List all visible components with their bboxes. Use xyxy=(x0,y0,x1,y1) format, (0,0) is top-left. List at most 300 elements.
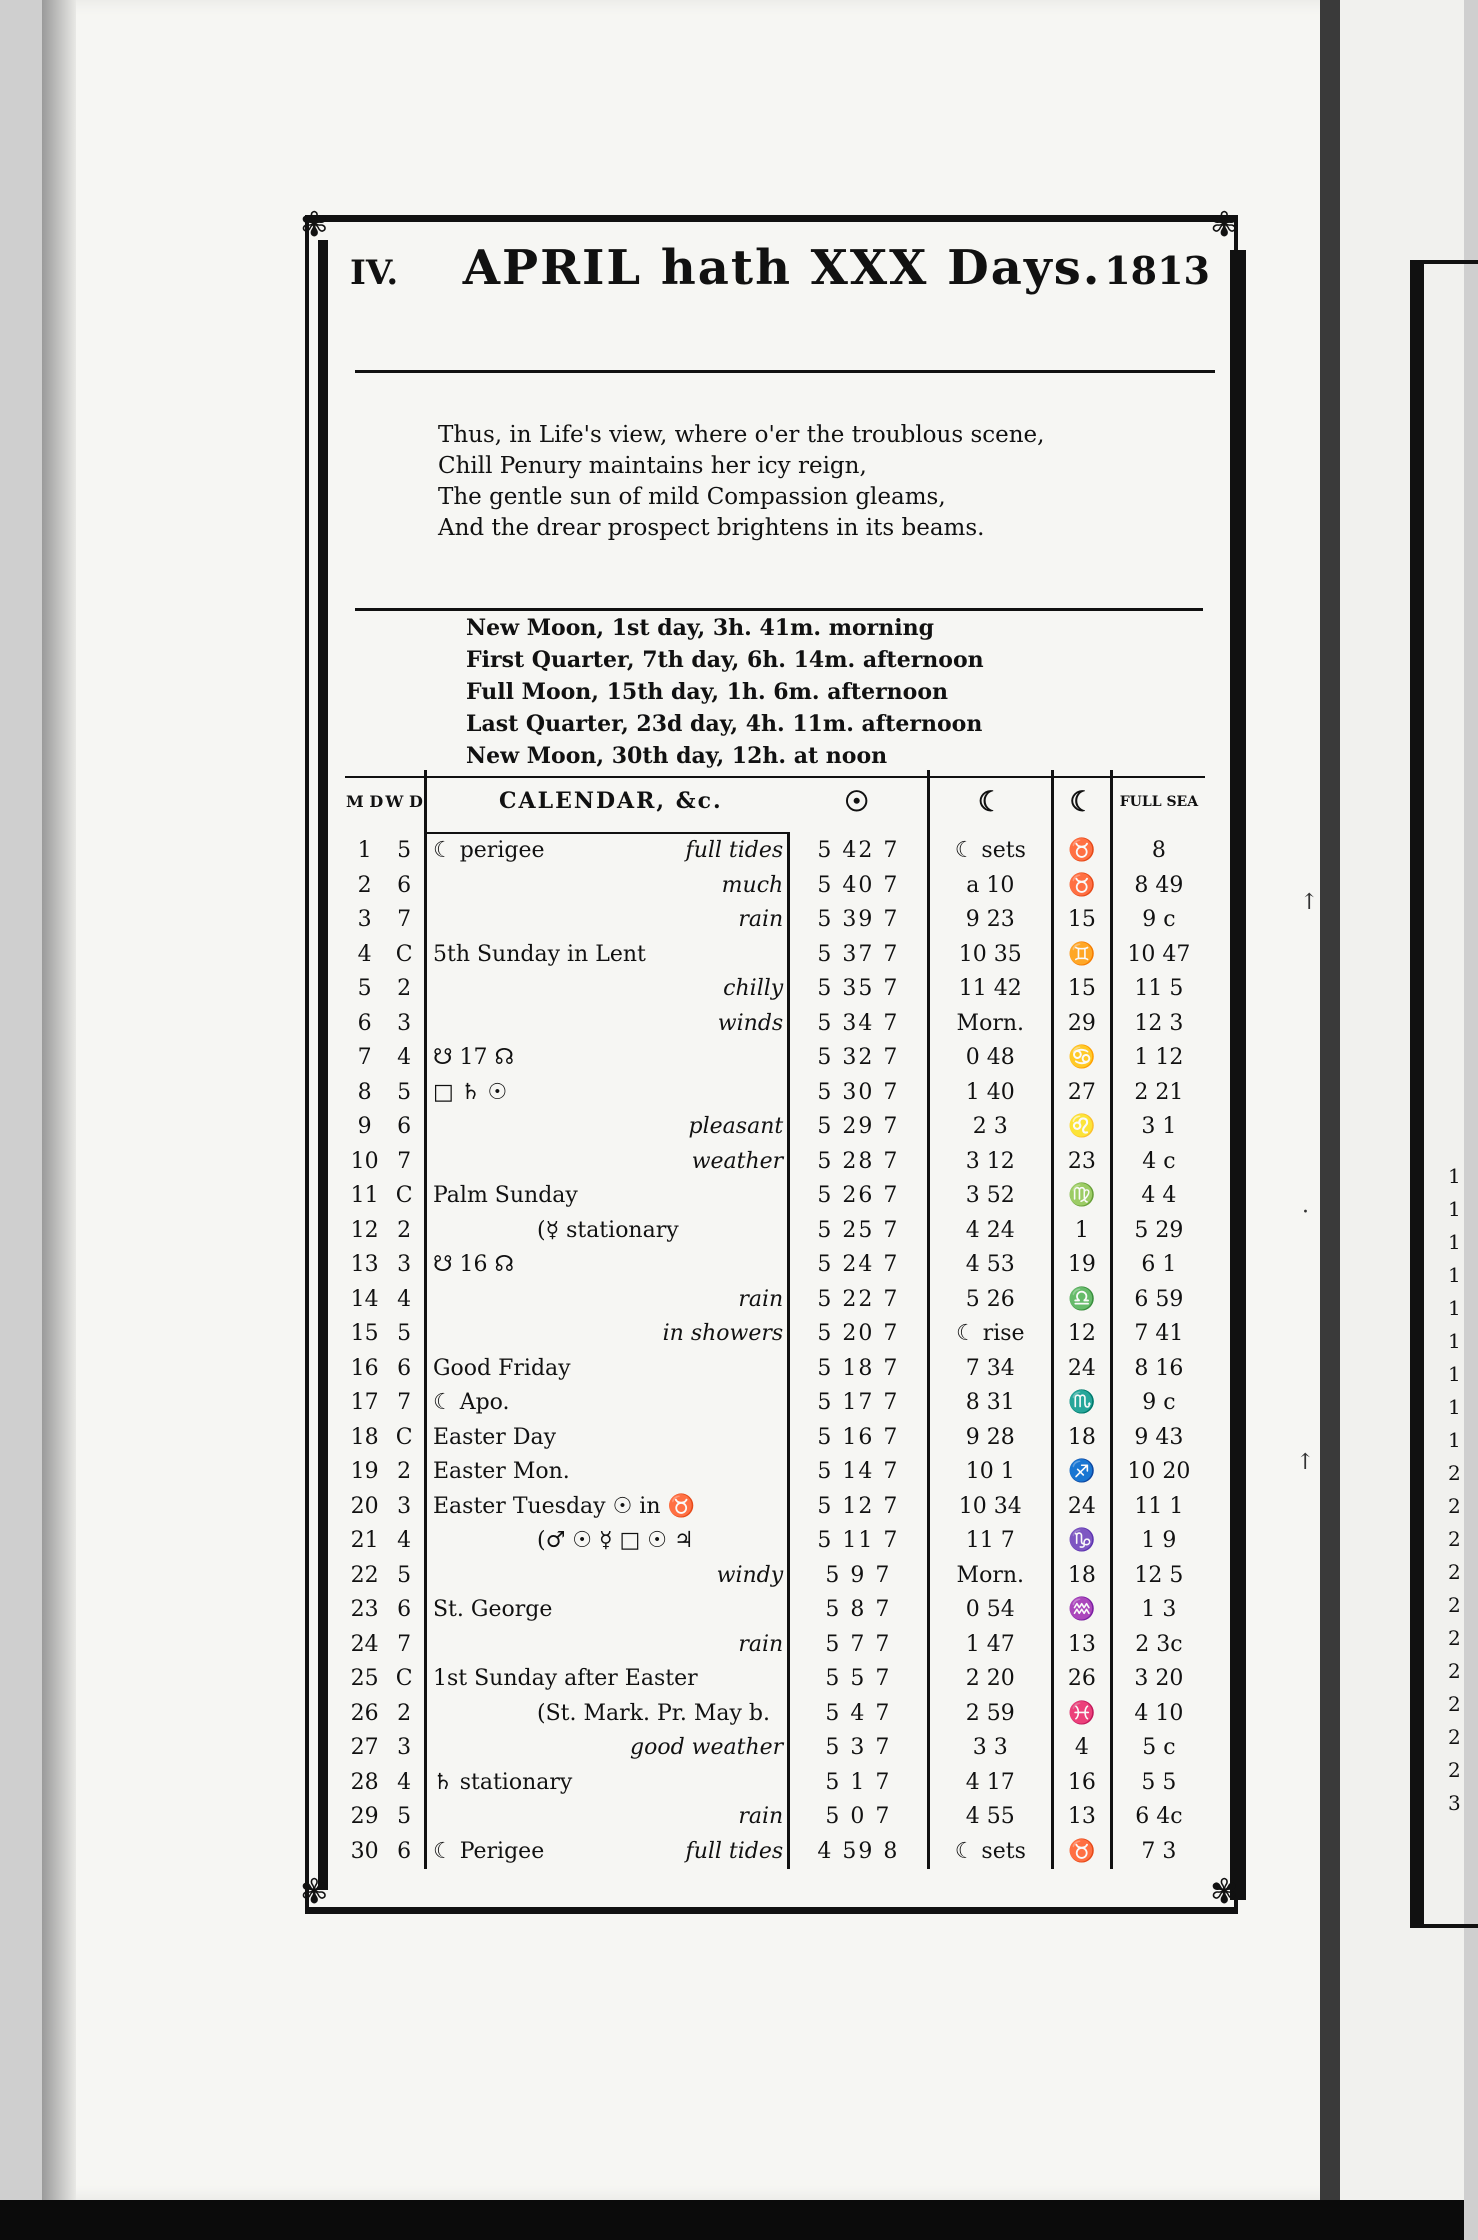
cell-week-day: C xyxy=(384,1421,425,1456)
cell-sun-rise-set: 5 42 7 xyxy=(789,833,928,869)
cell-calendar-note: ☋ 16 ☊ xyxy=(432,1252,515,1278)
cell-month-day: 2 xyxy=(357,872,372,898)
table-row xyxy=(345,1007,1205,1042)
cell-sun-rise-set: 5 16 7 xyxy=(789,1421,928,1456)
cell-sun-rise-set: 5 35 7 xyxy=(789,972,928,1007)
cell-moon-place: 15 xyxy=(1052,903,1111,938)
cell-month-day: 25 xyxy=(350,1666,379,1692)
cell-sun-rise-set: 5 7 7 xyxy=(789,1628,928,1663)
cell-full-sea: 9 c xyxy=(1142,907,1176,933)
cell-moon-place: 16 xyxy=(1052,1766,1111,1801)
month-number: IV. xyxy=(350,253,399,293)
cell-week-day: 6 xyxy=(384,1835,425,1870)
cell-month-day: 23 xyxy=(350,1597,379,1623)
table-row xyxy=(345,1490,1205,1525)
verse-line: Thus, in Life's view, where o'er the troublous scene, xyxy=(438,422,1045,448)
cell-full-sea: 10 47 xyxy=(1127,941,1191,967)
verse xyxy=(438,420,1198,544)
gutter-mark: ↑ xyxy=(1300,890,1319,915)
cell-full-sea: 11 5 xyxy=(1134,976,1184,1002)
cell-weather xyxy=(607,1179,789,1214)
cell-moon-place: ♑ xyxy=(1052,1524,1111,1559)
cell-week-day: C xyxy=(384,1662,425,1697)
cell-full-sea: 3 1 xyxy=(1141,1114,1177,1140)
cell-month-day: 29 xyxy=(350,1804,379,1830)
cell-moon-place: ♐ xyxy=(1052,1455,1111,1490)
table-row xyxy=(345,972,1205,1007)
cell-calendar-note: Easter Day xyxy=(432,1424,557,1450)
cell-moon-place: ♒ xyxy=(1052,1593,1111,1628)
cell-full-sea: 6 4c xyxy=(1135,1804,1183,1830)
table-row xyxy=(345,869,1205,904)
calendar-table-wrap xyxy=(345,770,1205,1869)
cell-month-day: 10 xyxy=(350,1148,379,1174)
cell-weather: full tides xyxy=(607,1835,789,1870)
cell-week-day: C xyxy=(384,938,425,973)
cell-calendar-note xyxy=(425,869,607,904)
cell-weather: in showers xyxy=(607,1317,789,1352)
right-page-number: 1 xyxy=(1448,1428,1461,1452)
cell-moon-rise-set: 9 23 xyxy=(928,903,1052,938)
cell-moon-place: 12 xyxy=(1052,1317,1111,1352)
table-row xyxy=(345,1041,1205,1076)
cell-weather xyxy=(607,1386,789,1421)
cell-sun-rise-set: 5 17 7 xyxy=(789,1386,928,1421)
cell-weather: much xyxy=(607,869,789,904)
cell-full-sea: 5 29 xyxy=(1134,1217,1184,1243)
phase-line: New Moon, 30th day, 12h. at noon xyxy=(466,743,888,769)
page-fold xyxy=(1320,0,1340,2200)
cell-moon-rise-set: 10 35 xyxy=(928,938,1052,973)
right-page-number: 1 xyxy=(1448,1263,1461,1287)
cell-full-sea: 2 3c xyxy=(1135,1631,1183,1657)
cell-month-day: 28 xyxy=(350,1769,379,1795)
cell-weather xyxy=(607,1593,789,1628)
cell-moon-rise-set: 3 3 xyxy=(928,1731,1052,1766)
cell-calendar-note xyxy=(425,972,607,1007)
table-row xyxy=(345,1524,1205,1559)
table-row xyxy=(345,1283,1205,1318)
cell-week-day: 5 xyxy=(384,1559,425,1594)
cell-weather: windy xyxy=(607,1559,789,1594)
table-row xyxy=(345,1697,1205,1732)
right-page-number: 2 xyxy=(1448,1626,1461,1650)
cell-calendar-note: ☋ 17 ☊ xyxy=(432,1045,515,1071)
cell-month-day: 26 xyxy=(350,1700,379,1726)
cell-moon-place: 26 xyxy=(1052,1662,1111,1697)
cell-week-day: 7 xyxy=(384,1145,425,1180)
cell-sun-rise-set: 5 30 7 xyxy=(789,1076,928,1111)
cell-sun-rise-set: 5 3 7 xyxy=(789,1731,928,1766)
cell-moon-place: ♉ xyxy=(1052,833,1111,869)
cell-month-day: 8 xyxy=(357,1079,372,1105)
cell-calendar-note: (St. Mark. Pr. May b. xyxy=(536,1700,770,1726)
table-row xyxy=(345,1145,1205,1180)
cell-moon-place: 19 xyxy=(1052,1248,1111,1283)
cell-month-day: 20 xyxy=(350,1493,379,1519)
cell-weather xyxy=(607,1041,789,1076)
cell-weather: full tides xyxy=(607,833,789,869)
header-moon-icon: ☾ xyxy=(928,770,1052,833)
table-row xyxy=(345,1352,1205,1387)
cell-calendar-note: Easter Tuesday ☉ in ♉ xyxy=(432,1493,695,1519)
cell-weather: winds xyxy=(607,1007,789,1042)
cell-sun-rise-set: 5 26 7 xyxy=(789,1179,928,1214)
right-page-number: 2 xyxy=(1448,1527,1461,1551)
cell-moon-rise-set: 9 28 xyxy=(928,1421,1052,1456)
corner-ornament-icon: ✾ xyxy=(300,1872,329,1912)
cell-sun-rise-set: 4 59 8 xyxy=(789,1835,928,1870)
cell-month-day: 27 xyxy=(350,1735,379,1761)
cell-moon-rise-set: Morn. xyxy=(928,1007,1052,1042)
table-row xyxy=(345,1248,1205,1283)
cell-month-day: 22 xyxy=(350,1562,379,1588)
right-page-number: 2 xyxy=(1448,1659,1461,1683)
verse-line: The gentle sun of mild Compassion gleams, xyxy=(438,484,946,510)
right-page-number: 2 xyxy=(1448,1494,1461,1518)
cell-moon-place: ♌ xyxy=(1052,1110,1111,1145)
cell-full-sea: 5 5 xyxy=(1141,1769,1177,1795)
cell-moon-rise-set: 1 40 xyxy=(928,1076,1052,1111)
cell-month-day: 5 xyxy=(357,976,372,1002)
table-row xyxy=(345,903,1205,938)
cell-full-sea: 9 c xyxy=(1142,1390,1176,1416)
cell-weather: rain xyxy=(607,1800,789,1835)
cell-full-sea: 8 16 xyxy=(1134,1355,1184,1381)
cell-moon-rise-set: 2 20 xyxy=(928,1662,1052,1697)
table-row xyxy=(345,1110,1205,1145)
cell-moon-place: ♊ xyxy=(1052,938,1111,973)
right-page-number: 1 xyxy=(1448,1296,1461,1320)
cell-calendar-note xyxy=(425,1110,607,1145)
cell-month-day: 7 xyxy=(357,1045,372,1071)
phase-line: New Moon, 1st day, 3h. 41m. morning xyxy=(466,615,934,641)
cell-weather: good weather xyxy=(607,1731,789,1766)
cell-week-day: 7 xyxy=(384,903,425,938)
cell-week-day: 3 xyxy=(384,1731,425,1766)
cell-moon-rise-set: 11 42 xyxy=(928,972,1052,1007)
cell-week-day: 6 xyxy=(384,1352,425,1387)
cell-sun-rise-set: 5 0 7 xyxy=(789,1800,928,1835)
cell-full-sea: 6 59 xyxy=(1134,1286,1184,1312)
frame-right-rule xyxy=(1230,250,1246,1900)
scan-bottom-band xyxy=(0,2200,1464,2240)
header-week-day: W D xyxy=(384,770,425,833)
cell-week-day: 3 xyxy=(384,1490,425,1525)
cell-moon-rise-set: ☾ sets xyxy=(928,1835,1052,1870)
cell-moon-rise-set: 4 17 xyxy=(928,1766,1052,1801)
corner-ornament-icon: ✾ xyxy=(1210,205,1239,245)
cell-calendar-note xyxy=(425,1317,607,1352)
cell-month-day: 4 xyxy=(357,941,372,967)
cell-moon-rise-set: 8 31 xyxy=(928,1386,1052,1421)
cell-weather: rain xyxy=(607,903,789,938)
table-row xyxy=(345,1593,1205,1628)
right-page-number: 2 xyxy=(1448,1692,1461,1716)
cell-moon-place: ♏ xyxy=(1052,1386,1111,1421)
cell-full-sea: 9 43 xyxy=(1134,1424,1184,1450)
cell-weather xyxy=(607,1352,789,1387)
cell-full-sea: 6 1 xyxy=(1141,1252,1177,1278)
cell-calendar-note: ☾ perigee xyxy=(432,838,545,864)
cell-week-day: 7 xyxy=(384,1386,425,1421)
cell-weather xyxy=(607,1421,789,1456)
cell-moon-place: 27 xyxy=(1052,1076,1111,1111)
table-row xyxy=(345,1766,1205,1801)
header-sun-icon: ☉ xyxy=(789,770,928,833)
cell-moon-rise-set: 2 59 xyxy=(928,1697,1052,1732)
cell-full-sea: 4 10 xyxy=(1134,1700,1184,1726)
cell-full-sea: 8 49 xyxy=(1134,872,1184,898)
cell-month-day: 12 xyxy=(350,1217,379,1243)
cell-sun-rise-set: 5 25 7 xyxy=(789,1214,928,1249)
cell-calendar-note: ☾ Apo. xyxy=(432,1390,510,1416)
cell-sun-rise-set: 5 11 7 xyxy=(789,1524,928,1559)
right-page-number: 3 xyxy=(1448,1791,1461,1815)
cell-month-day: 6 xyxy=(357,1010,372,1036)
verse-line: And the drear prospect brightens in its beams. xyxy=(438,515,985,541)
verse-line: Chill Penury maintains her icy reign, xyxy=(438,453,867,479)
cell-full-sea: 1 3 xyxy=(1141,1597,1177,1623)
cell-full-sea: 2 21 xyxy=(1134,1079,1184,1105)
cell-week-day: 5 xyxy=(384,1317,425,1352)
table-row xyxy=(345,1421,1205,1456)
cell-week-day: 3 xyxy=(384,1248,425,1283)
cell-week-day: 4 xyxy=(384,1041,425,1076)
cell-sun-rise-set: 5 1 7 xyxy=(789,1766,928,1801)
cell-moon-place: ♉ xyxy=(1052,869,1111,904)
cell-weather xyxy=(607,1076,789,1111)
cell-month-day: 16 xyxy=(350,1355,379,1381)
cell-calendar-note: 1st Sunday after Easter xyxy=(432,1666,698,1692)
cell-week-day: 6 xyxy=(384,869,425,904)
cell-weather xyxy=(607,1248,789,1283)
cell-month-day: 15 xyxy=(350,1321,379,1347)
cell-month-day: 14 xyxy=(350,1286,379,1312)
cell-weather: rain xyxy=(607,1628,789,1663)
cell-sun-rise-set: 5 24 7 xyxy=(789,1248,928,1283)
cell-calendar-note: Good Friday xyxy=(432,1355,571,1381)
table-row xyxy=(345,1386,1205,1421)
cell-calendar-note xyxy=(425,1283,607,1318)
cell-moon-rise-set: 4 24 xyxy=(928,1214,1052,1249)
cell-sun-rise-set: 5 28 7 xyxy=(789,1145,928,1180)
month-title: APRIL hath XXX Days. xyxy=(462,240,1102,296)
header-full-sea: FULL SEA xyxy=(1119,793,1199,810)
cell-week-day: 3 xyxy=(384,1007,425,1042)
cell-sun-rise-set: 5 12 7 xyxy=(789,1490,928,1525)
month-header xyxy=(350,240,1210,310)
right-page-number: 1 xyxy=(1448,1329,1461,1353)
cell-week-day: 6 xyxy=(384,1593,425,1628)
cell-calendar-note xyxy=(425,1559,607,1594)
cell-month-day: 11 xyxy=(350,1183,379,1209)
cell-full-sea: 12 5 xyxy=(1134,1562,1184,1588)
cell-full-sea: 4 c xyxy=(1142,1148,1176,1174)
cell-calendar-note: Palm Sunday xyxy=(432,1183,578,1209)
cell-calendar-note: Easter Mon. xyxy=(432,1459,570,1485)
cell-moon-place: 18 xyxy=(1052,1559,1111,1594)
table-row xyxy=(345,1628,1205,1663)
cell-weather: chilly xyxy=(607,972,789,1007)
cell-week-day: 4 xyxy=(384,1283,425,1318)
cell-moon-place: ♓ xyxy=(1052,1697,1111,1732)
cell-month-day: 21 xyxy=(350,1528,379,1554)
cell-month-day: 17 xyxy=(350,1390,379,1416)
cell-week-day: 7 xyxy=(384,1628,425,1663)
cell-full-sea: 10 20 xyxy=(1127,1459,1191,1485)
cell-moon-rise-set: ☾ sets xyxy=(928,833,1052,869)
cell-sun-rise-set: 5 39 7 xyxy=(789,903,928,938)
cell-moon-place: 24 xyxy=(1052,1352,1111,1387)
cell-full-sea: 7 41 xyxy=(1134,1321,1184,1347)
cell-moon-place: ♍ xyxy=(1052,1179,1111,1214)
cell-month-day: 9 xyxy=(357,1114,372,1140)
right-page-number: 2 xyxy=(1448,1725,1461,1749)
cell-calendar-note: St. George xyxy=(432,1597,553,1623)
cell-moon-place: 23 xyxy=(1052,1145,1111,1180)
phase-line: Full Moon, 15th day, 1h. 6m. afternoon xyxy=(466,679,949,705)
corner-ornament-icon: ✾ xyxy=(1210,1872,1239,1912)
right-page-numbers xyxy=(1448,1160,1461,1820)
cell-sun-rise-set: 5 32 7 xyxy=(789,1041,928,1076)
cell-week-day: 5 xyxy=(384,833,425,869)
cell-week-day: 5 xyxy=(384,1800,425,1835)
cell-full-sea: 7 3 xyxy=(1141,1838,1177,1864)
cell-month-day: 24 xyxy=(350,1631,379,1657)
cell-sun-rise-set: 5 14 7 xyxy=(789,1455,928,1490)
cell-sun-rise-set: 5 37 7 xyxy=(789,938,928,973)
cell-calendar-note xyxy=(425,1800,607,1835)
cell-moon-place: 13 xyxy=(1052,1800,1111,1835)
cell-calendar-note: ☾ Perigee xyxy=(432,1838,545,1864)
cell-moon-rise-set: 7 34 xyxy=(928,1352,1052,1387)
cell-moon-rise-set: 10 1 xyxy=(928,1455,1052,1490)
cell-moon-rise-set: 11 7 xyxy=(928,1524,1052,1559)
poem-rule xyxy=(355,608,1203,611)
table-header-row xyxy=(345,770,1205,833)
cell-full-sea: 5 c xyxy=(1142,1735,1176,1761)
cell-full-sea: 11 1 xyxy=(1134,1493,1184,1519)
cell-calendar-note xyxy=(425,1145,607,1180)
header-calendar: CALENDAR, &c. xyxy=(425,770,788,833)
cell-month-day: 1 xyxy=(357,837,372,863)
cell-sun-rise-set: 5 34 7 xyxy=(789,1007,928,1042)
table-row xyxy=(345,1179,1205,1214)
cell-moon-rise-set: 5 26 xyxy=(928,1283,1052,1318)
cell-full-sea: 1 9 xyxy=(1141,1528,1177,1554)
phase-line: Last Quarter, 23d day, 4h. 11m. afternoon xyxy=(466,711,983,737)
table-row xyxy=(345,833,1205,869)
cell-sun-rise-set: 5 8 7 xyxy=(789,1593,928,1628)
cell-calendar-note: □ ♄ ☉ xyxy=(432,1079,508,1105)
right-page-number: 2 xyxy=(1448,1461,1461,1485)
header-moon-place-icon: ☾ xyxy=(1052,770,1111,833)
cell-sun-rise-set: 5 4 7 xyxy=(789,1697,928,1732)
cell-calendar-note: (♂ ☉ ☿ □ ☉ ♃ xyxy=(536,1528,694,1554)
cell-moon-rise-set: 0 54 xyxy=(928,1593,1052,1628)
header-month-day: M D xyxy=(346,791,384,811)
right-page-number: 1 xyxy=(1448,1197,1461,1221)
table-row xyxy=(345,1559,1205,1594)
cell-moon-rise-set: 2 3 xyxy=(928,1110,1052,1145)
cell-weather: weather xyxy=(607,1145,789,1180)
cell-full-sea: 1 12 xyxy=(1134,1045,1184,1071)
cell-sun-rise-set: 5 9 7 xyxy=(789,1559,928,1594)
table-row xyxy=(345,1455,1205,1490)
cell-week-day: 2 xyxy=(384,1214,425,1249)
cell-moon-place: 24 xyxy=(1052,1490,1111,1525)
moon-phases xyxy=(466,612,1206,772)
cell-moon-place: ♎ xyxy=(1052,1283,1111,1318)
cell-week-day: 2 xyxy=(384,1455,425,1490)
cell-moon-rise-set: 4 53 xyxy=(928,1248,1052,1283)
table-row xyxy=(345,1731,1205,1766)
cell-full-sea: 3 20 xyxy=(1134,1666,1184,1692)
cell-moon-place: 4 xyxy=(1052,1731,1111,1766)
table-row xyxy=(345,1214,1205,1249)
cell-moon-rise-set: Morn. xyxy=(928,1559,1052,1594)
cell-sun-rise-set: 5 20 7 xyxy=(789,1317,928,1352)
cell-moon-rise-set: a 10 xyxy=(928,869,1052,904)
cell-calendar-note xyxy=(425,1731,607,1766)
corner-ornament-icon: ✾ xyxy=(300,205,329,245)
cell-week-day: 5 xyxy=(384,1076,425,1111)
table-row xyxy=(345,1076,1205,1111)
cell-calendar-note xyxy=(425,1007,607,1042)
cell-moon-place: 15 xyxy=(1052,972,1111,1007)
cell-sun-rise-set: 5 22 7 xyxy=(789,1283,928,1318)
right-page-number: 2 xyxy=(1448,1758,1461,1782)
cell-weather: rain xyxy=(607,1283,789,1318)
cell-month-day: 3 xyxy=(357,907,372,933)
cell-calendar-note xyxy=(425,903,607,938)
right-page-number: 2 xyxy=(1448,1593,1461,1617)
right-page-frame xyxy=(1410,260,1478,1928)
cell-full-sea: 4 4 xyxy=(1141,1183,1177,1209)
table-row xyxy=(345,1800,1205,1835)
cell-month-day: 18 xyxy=(350,1424,379,1450)
cell-weather xyxy=(607,1766,789,1801)
table-row xyxy=(345,1317,1205,1352)
cell-month-day: 30 xyxy=(350,1838,379,1864)
cell-moon-place: 1 xyxy=(1052,1214,1111,1249)
right-page-number: 1 xyxy=(1448,1230,1461,1254)
cell-calendar-note: ♄ stationary xyxy=(432,1769,573,1795)
cell-moon-rise-set: 10 34 xyxy=(928,1490,1052,1525)
gutter-mark: ↑ xyxy=(1296,1450,1315,1475)
calendar-table xyxy=(345,770,1205,1869)
year: 1813 xyxy=(1104,248,1210,293)
right-page-number: 1 xyxy=(1448,1395,1461,1419)
cell-week-day: 4 xyxy=(384,1524,425,1559)
cell-full-sea: 8 xyxy=(1151,837,1166,863)
table-row xyxy=(345,1835,1205,1870)
gutter-mark: · xyxy=(1302,1200,1309,1225)
cell-moon-rise-set: 4 55 xyxy=(928,1800,1052,1835)
cell-moon-place: ♋ xyxy=(1052,1041,1111,1076)
cell-moon-place: ♉ xyxy=(1052,1835,1111,1870)
right-page-number: 1 xyxy=(1448,1362,1461,1386)
cell-sun-rise-set: 5 5 7 xyxy=(789,1662,928,1697)
cell-full-sea: 12 3 xyxy=(1134,1010,1184,1036)
cell-sun-rise-set: 5 18 7 xyxy=(789,1352,928,1387)
right-page-number: 1 xyxy=(1448,1164,1461,1188)
cell-moon-place: 13 xyxy=(1052,1628,1111,1663)
cell-calendar-note: (☿ stationary xyxy=(536,1217,679,1243)
table-row xyxy=(345,1662,1205,1697)
page-binding-edge xyxy=(42,0,76,2200)
